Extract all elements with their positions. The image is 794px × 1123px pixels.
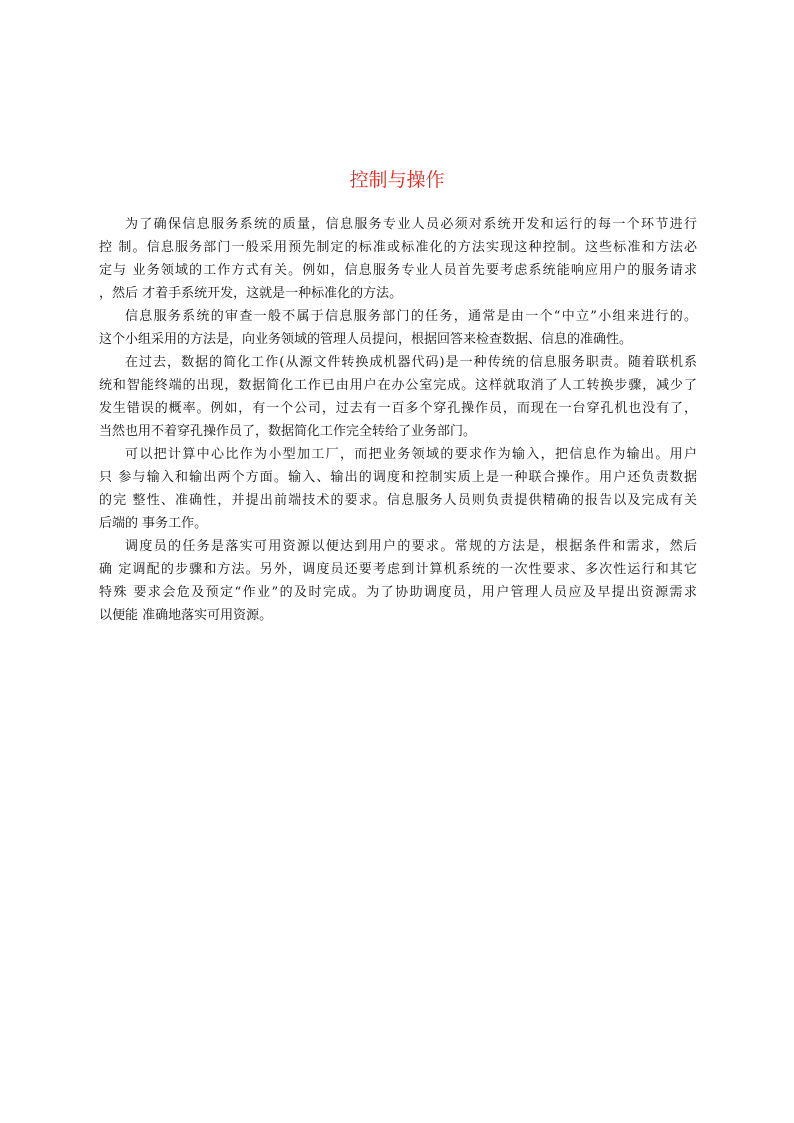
paragraph-line: 确 定调配的步骤和方法。另外，调度员还要考虑到计算机系统的一次性要求、多次性运行和其它 bbox=[99, 562, 697, 577]
paragraph-line: 当然也用不着穿孔操作员了，数据简化工作完全转给了业务部门。 bbox=[99, 424, 477, 439]
paragraph-line: 控 制。信息服务部门一般采用预先制定的标准或标准化的方法实现这种控制。这些标准和方法必 bbox=[99, 240, 697, 255]
paragraph-5 bbox=[99, 535, 697, 627]
paragraph-line: ，然后 才着手系统开发，这就是一种标准化的方法。 bbox=[99, 286, 403, 301]
paragraph-line: 统和智能终端的出现，数据简化工作已由用户在办公室完成。这样就取消了人工转换步骤，减少了 bbox=[99, 378, 697, 393]
document-title: 控制与操作 bbox=[349, 169, 445, 191]
paragraph-line: 发生错误的概率。例如，有一个公司，过去有一百多个穿孔操作员，而现在一台穿孔机也没有了， bbox=[99, 401, 697, 416]
paragraph-line: 调度员的任务是落实可用资源以便达到用户的要求。常规的方法是，根据条件和需求，然后 bbox=[125, 539, 697, 554]
paragraph-1 bbox=[99, 213, 697, 305]
paragraph-line: 在过去，数据的简化工作(从源文件转换成机器代码)是一种传统的信息服务职责。随着联机系 bbox=[125, 355, 697, 370]
paragraph-line: 后端的 事务工作。 bbox=[99, 516, 208, 531]
document-body bbox=[99, 213, 697, 627]
paragraph-line: 信息服务系统的审查一般不属于信息服务部门的任务，通常是由一个“中立”小组来进行的。 bbox=[125, 309, 697, 324]
paragraph-line: 这个小组采用的方法是，向业务领域的管理人员提问，根据回答来检查数据、信息的准确性。 bbox=[99, 332, 633, 347]
paragraph-4 bbox=[99, 443, 697, 535]
paragraph-line: 以便能 准确地落实可用资源。 bbox=[99, 608, 273, 623]
paragraph-3 bbox=[99, 351, 697, 443]
paragraph-line: 为了确保信息服务系统的质量，信息服务专业人员必须对系统开发和运行的每一个环节进行 bbox=[125, 217, 697, 232]
paragraph-line: 特殊 要求会危及预定“作业”的及时完成。为了协助调度员，用户管理人员应及早提出资源需求 bbox=[99, 585, 697, 600]
paragraph-line: 可以把计算中心比作为小型加工厂，而把业务领域的要求作为输入，把信息作为输出。用户 bbox=[125, 447, 697, 462]
paragraph-line: 只 参与输入和输出两个方面。输入、输出的调度和控制实质上是一种联合操作。用户还负责数据 bbox=[99, 470, 697, 485]
paragraph-line: 定与 业务领域的工作方式有关。例如，信息服务专业人员首先要考虑系统能响应用户的服务请求 bbox=[99, 263, 697, 278]
paragraph-line: 的完 整性、准确性，并提出前端技术的要求。信息服务人员则负责提供精确的报告以及完成有关 bbox=[99, 493, 697, 508]
paragraph-2 bbox=[99, 305, 697, 351]
